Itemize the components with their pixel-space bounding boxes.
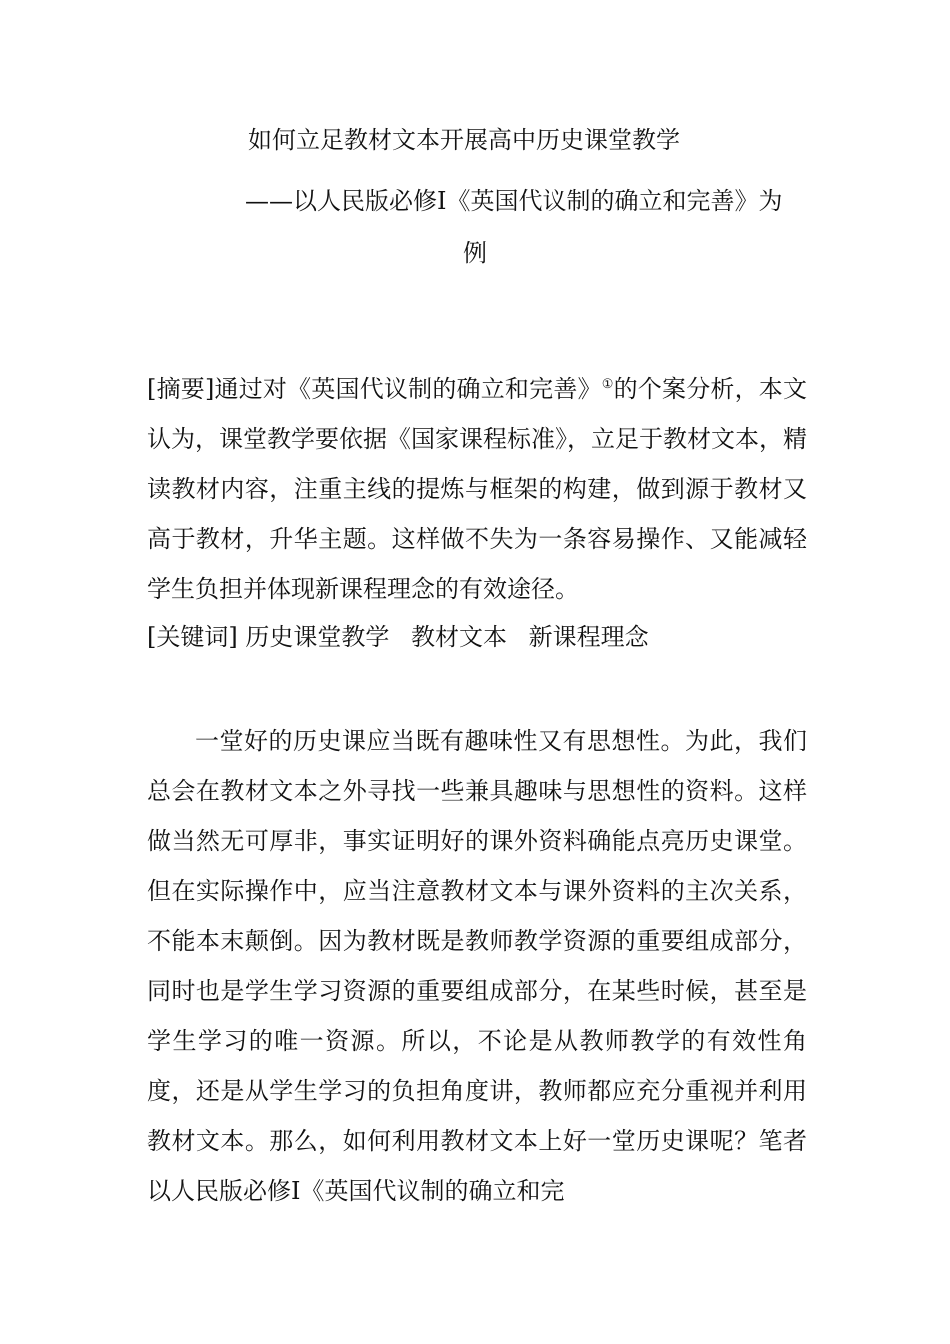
footnote-marker: ① xyxy=(601,377,614,392)
abstract-label: [摘要] xyxy=(147,375,215,403)
body-paragraph: 一堂好的历史课应当既有趣味性又有思想性。为此，我们总会在教材文本之外寻找一些兼具趣味与思想性的资料。这样做当然无可厚非，事实证明好的课外资料确能点亮历史课堂。但在实际操作中，应当注意教材文本与课外资料的主次关系，不能本末颠倒。因为教材既是教师教学资源的重要组成部分，同时也是学生学习资源的重要组成部分，在某些时候，甚至是学生学习的唯一资源。所以，不论是从教师教学的有效性角度，还是从学生学习的负担角度讲，教师都应充分重视并利用教材文本。那么，如何利用教材文本上好一堂历史课呢？笔者以人民版必修Ⅰ《英国代议制的确立和完 xyxy=(147,727,807,1205)
document-subtitle xyxy=(245,175,810,279)
keyword-item: 教材文本 xyxy=(411,623,508,651)
abstract-paragraph xyxy=(147,364,807,614)
keyword-item: 新课程理念 xyxy=(528,623,649,651)
document-title: 如何立足教材文本开展高中历史课堂教学 xyxy=(248,126,680,154)
subtitle-line-1: ——以人民版必修Ⅰ《英国代议制的确立和完善》为 xyxy=(245,187,783,215)
abstract-text-part-2: 的个案分析，本文认为，课堂教学要依据《国家课程标准》，立足于教材文本，精读教材内容，注重主线的提炼与框架的构建，做到源于教材又高于教材，升华主题。这样做不失为一条容易操作、又能减轻学生负担并体现新课程理念的有效途径。 xyxy=(147,375,807,603)
subtitle-line-2: 例 xyxy=(463,239,487,267)
keywords-label: [关键词] xyxy=(147,623,238,651)
abstract-text-part-1: 通过对《英国代议制的确立和完善》 xyxy=(214,375,602,403)
keyword-item: 历史课堂教学 xyxy=(245,623,390,651)
keywords-line xyxy=(147,617,807,657)
